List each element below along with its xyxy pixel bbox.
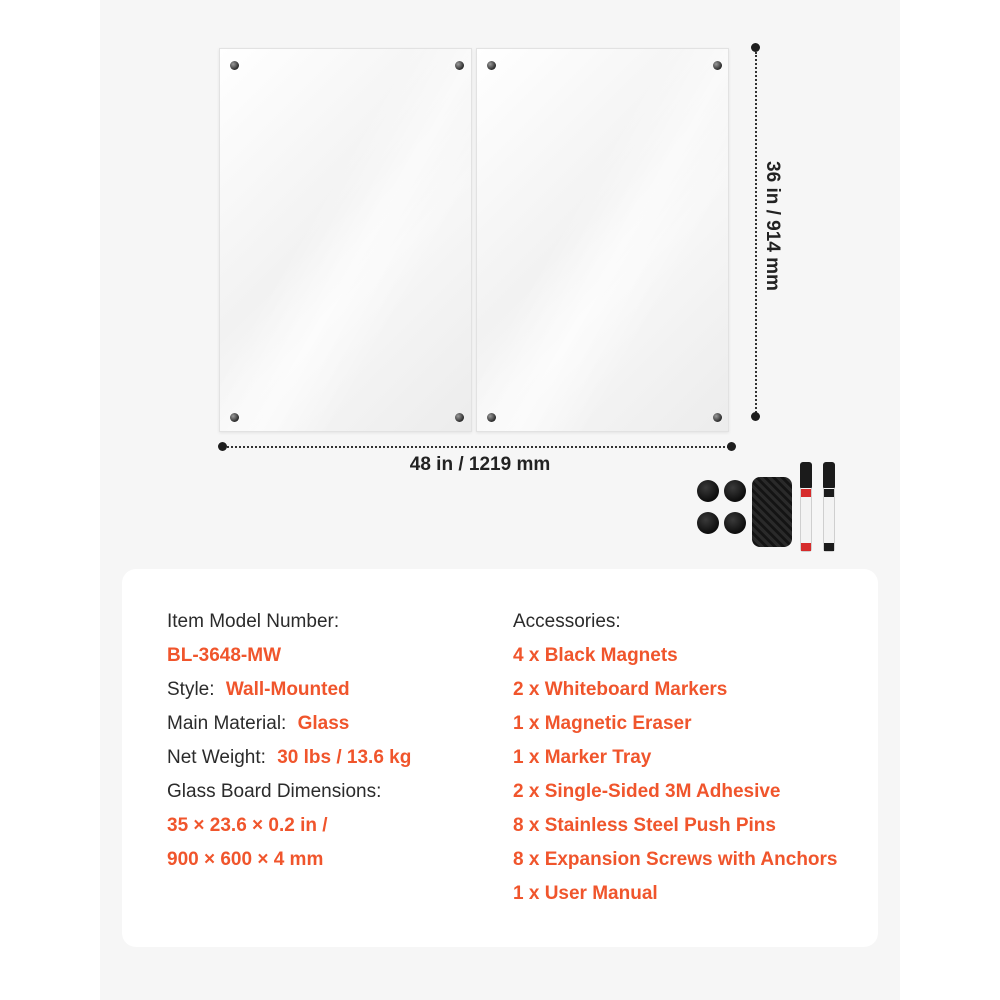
push-pin-icon <box>455 413 464 422</box>
marker-icon <box>800 462 812 552</box>
style-row <box>167 678 350 702</box>
magnet-icon <box>697 512 719 534</box>
weight-value: 30 lbs / 13.6 kg <box>277 747 412 768</box>
accessory-item: 2 x Single-Sided 3M Adhesive <box>513 781 781 802</box>
accessory-item: 8 x Expansion Screws with Anchors <box>513 849 838 870</box>
accessory-item: 1 x User Manual <box>513 883 658 904</box>
model-number-value: BL-3648-MW <box>167 645 282 666</box>
height-dimension-line <box>755 52 757 416</box>
accessory-item: 1 x Marker Tray <box>513 747 652 768</box>
magnet-icon <box>697 480 719 502</box>
height-dimension-label: 36 in / 914 mm <box>762 161 783 291</box>
dimension-endpoint <box>751 412 760 421</box>
push-pin-icon <box>487 61 496 70</box>
push-pin-icon <box>713 61 722 70</box>
eraser-icon <box>752 477 792 547</box>
push-pin-icon <box>230 61 239 70</box>
material-value: Glass <box>297 713 350 734</box>
magnet-icon <box>724 480 746 502</box>
dimension-endpoint <box>751 43 760 52</box>
glass-panel-left <box>219 48 472 432</box>
accessories-title: Accessories: <box>513 611 621 632</box>
weight-row <box>167 746 411 770</box>
style-value: Wall-Mounted <box>225 679 350 700</box>
accessory-item: 1 x Magnetic Eraser <box>513 713 692 734</box>
glass-panel-right <box>476 48 729 432</box>
push-pin-icon <box>713 413 722 422</box>
material-row <box>167 712 349 736</box>
material-label: Main Material: <box>167 713 287 734</box>
model-number-label: Item Model Number: <box>167 611 340 632</box>
accessory-item: 8 x Stainless Steel Push Pins <box>513 815 776 836</box>
width-dimension-line <box>224 446 732 448</box>
push-pin-icon <box>230 413 239 422</box>
weight-label: Net Weight: <box>167 747 266 768</box>
dimension-endpoint <box>218 442 227 451</box>
board-dimensions-label: Glass Board Dimensions: <box>167 781 382 802</box>
magnet-icon <box>724 512 746 534</box>
accessory-item: 4 x Black Magnets <box>513 645 678 666</box>
push-pin-icon <box>487 413 496 422</box>
push-pin-icon <box>455 61 464 70</box>
style-label: Style: <box>167 679 215 700</box>
width-dimension-label: 48 in / 1219 mm <box>409 454 551 475</box>
dimension-endpoint <box>727 442 736 451</box>
accessory-item: 2 x Whiteboard Markers <box>513 679 728 700</box>
board-dimensions-value-metric: 900 × 600 × 4 mm <box>167 849 324 870</box>
marker-icon <box>823 462 835 552</box>
board-dimensions-value-imperial: 35 × 23.6 × 0.2 in / <box>167 815 328 836</box>
